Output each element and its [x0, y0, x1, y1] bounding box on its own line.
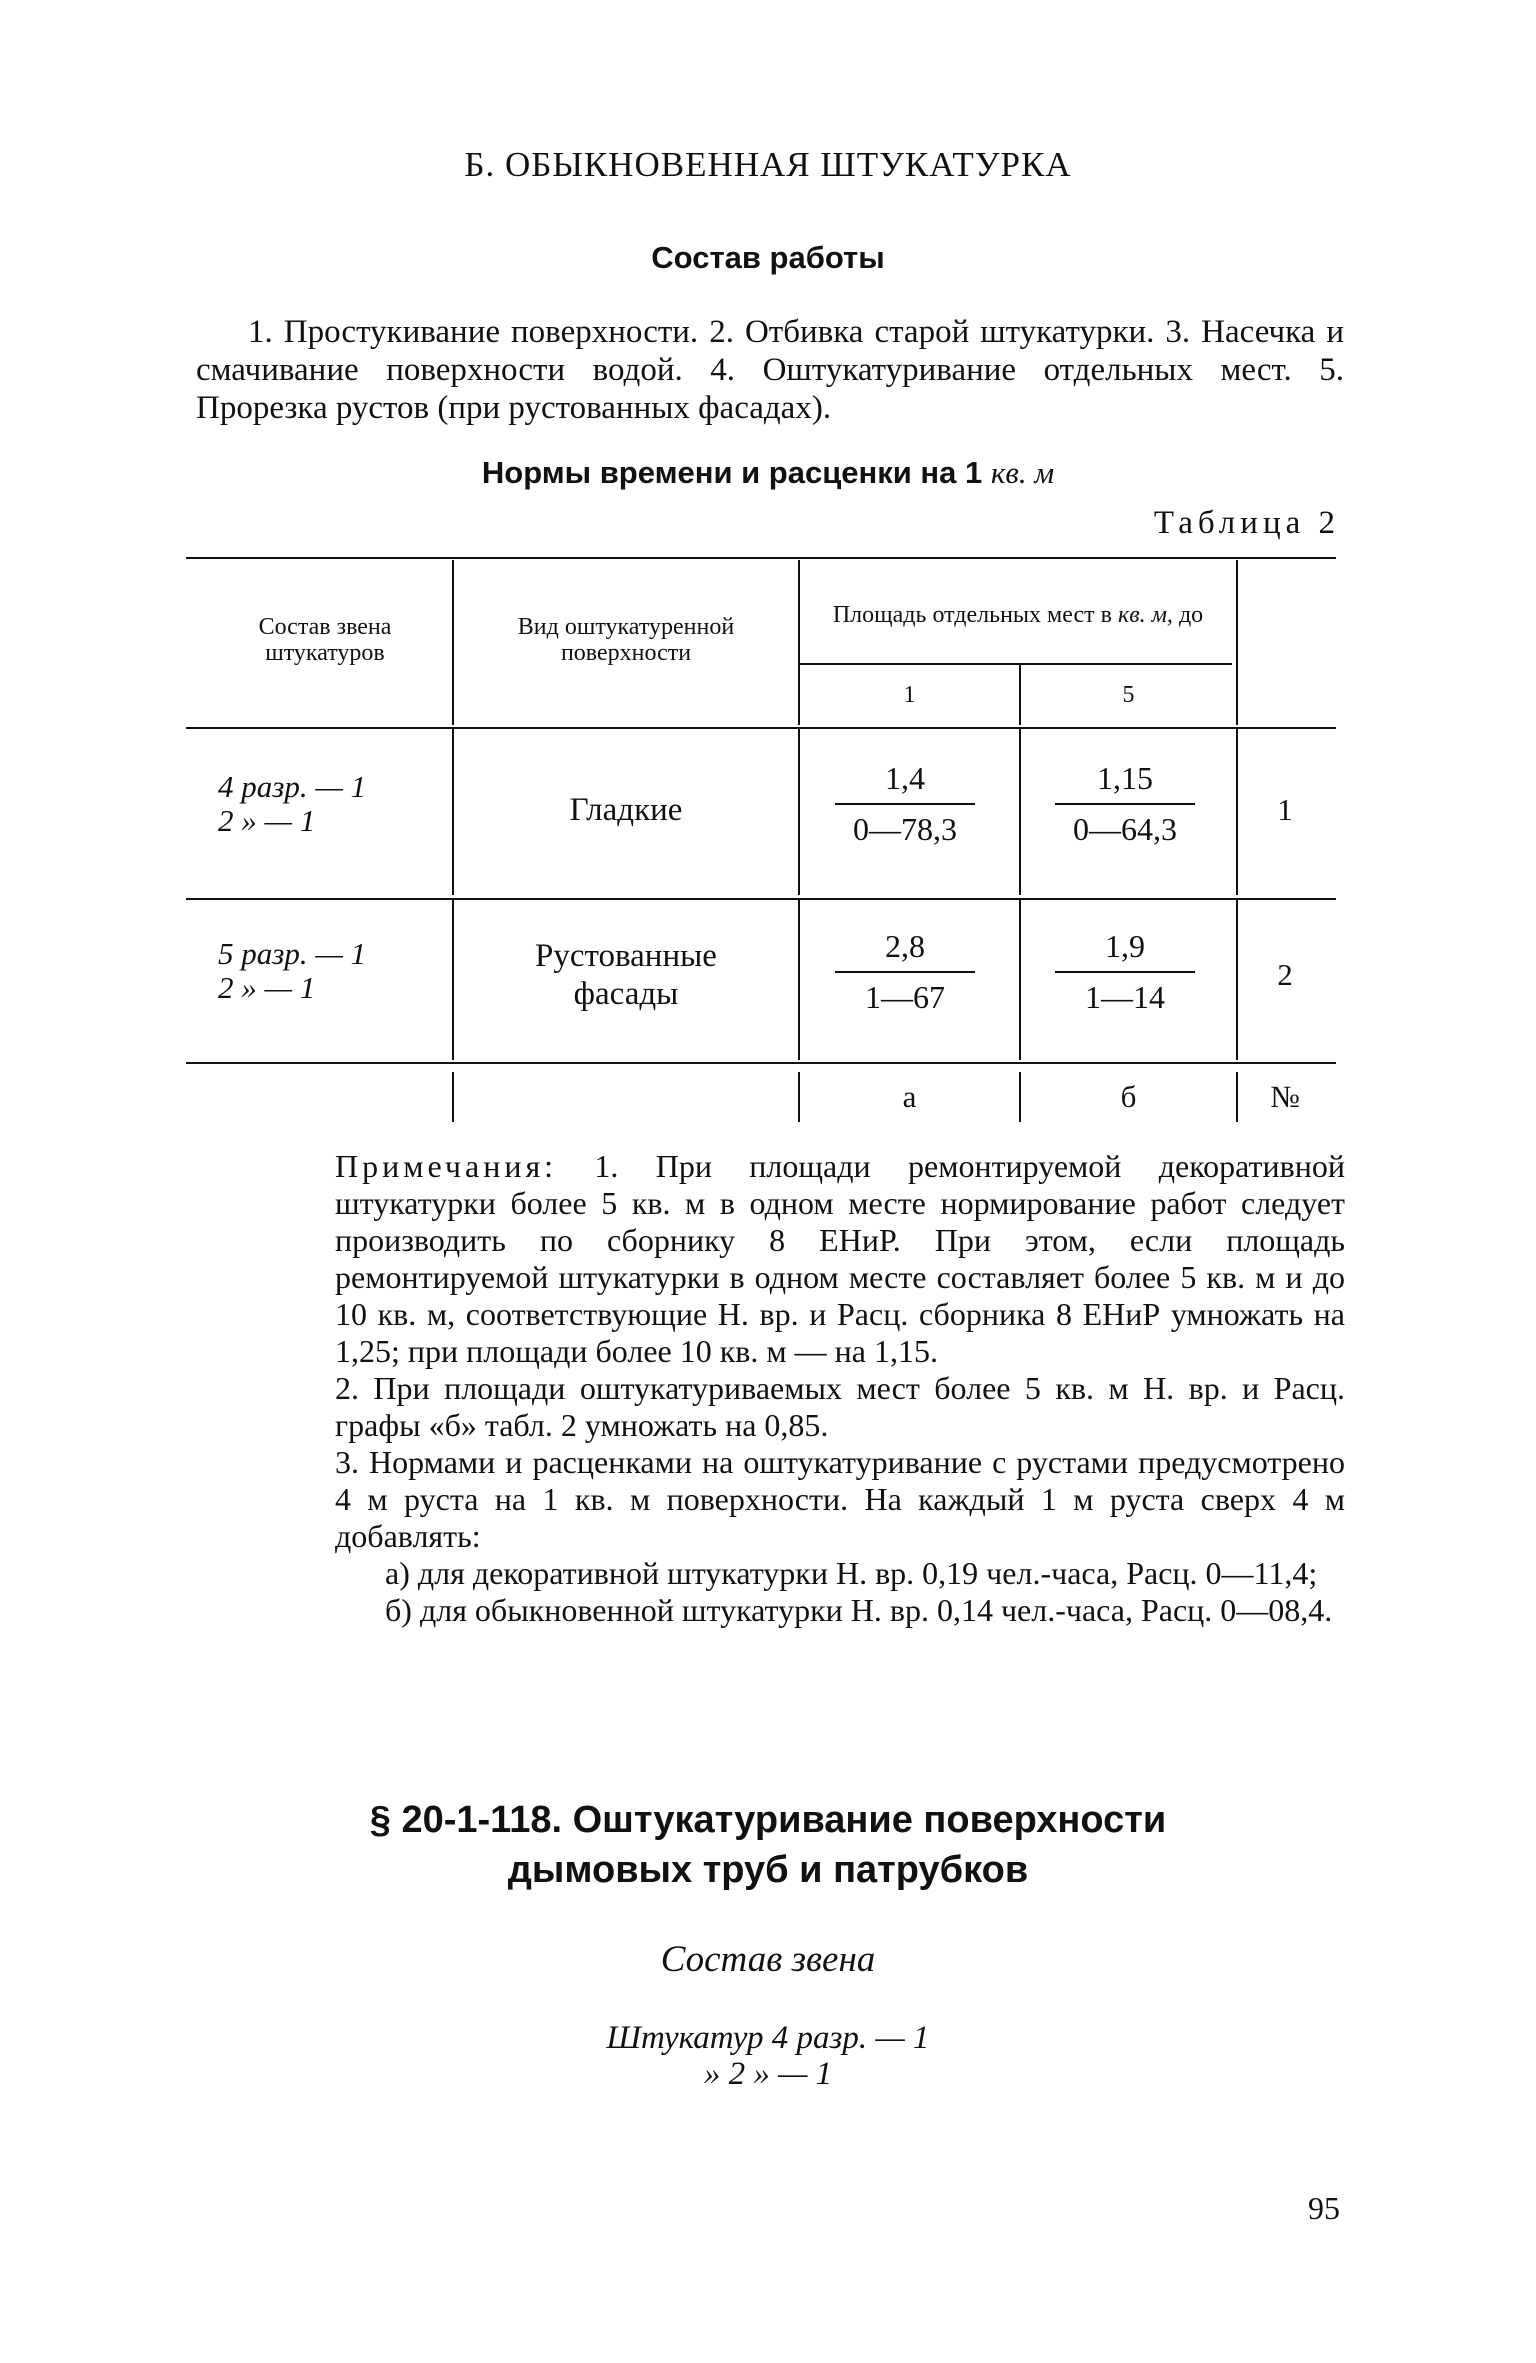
footer-col-no: № — [1270, 1079, 1300, 1114]
row1-bottom-rule — [186, 898, 1336, 900]
col-rule-2-footer — [798, 1072, 800, 1122]
page-number: 95 — [1308, 2190, 1340, 2226]
col-rule-4-row1 — [1236, 729, 1238, 895]
row1-surface: Гладкие — [569, 792, 683, 828]
table-top-rule — [186, 557, 1336, 559]
row2-number: 2 — [1277, 957, 1293, 992]
norms-heading: Нормы времени и расценки на 1 кв. м — [481, 455, 1055, 490]
col-rule-4-header — [1236, 560, 1238, 725]
header-surface: Вид оштукатуренной поверхности — [517, 614, 735, 666]
note-3: 3. Нормами и расценками на оштукатуривание с рустами предусмотрено 4 м руста на 1 кв. м поверхности. На каждый 1 м руста сверх 4 м добавлять: — [335, 1444, 1345, 1554]
col-rule-1-footer — [452, 1072, 454, 1122]
header-bottom-rule — [186, 727, 1336, 729]
note-3b: б) для обыкновенной штукатурки Н. вр. 0,14 чел.-часа, Расц. 0—08,4. — [385, 1592, 1333, 1628]
col-rule-3-row2 — [1019, 900, 1021, 1060]
row2-surface: Рустованные фасады — [535, 938, 717, 1012]
col-rule-4-row2 — [1236, 900, 1238, 1060]
row1-col-a-value: 1,4 0—78,3 — [835, 760, 975, 848]
crew-list: Штукатур 4 разр. — 1 » 2 » — 1 — [606, 2020, 930, 2092]
col-rule-3-row1 — [1019, 729, 1021, 895]
crew-heading: Состав звена — [660, 1939, 876, 1980]
col-rule-1-header — [452, 560, 454, 725]
header-col-1: 1 — [903, 681, 916, 708]
row1-crew: 4 разр. — 1 2 » — 1 — [218, 769, 367, 838]
col-rule-2-header — [798, 560, 800, 725]
row2-crew: 5 разр. — 1 2 » — 1 — [218, 936, 367, 1005]
col-rule-2-row1 — [798, 729, 800, 895]
col-rule-2-row2 — [798, 900, 800, 1060]
footer-col-a: а — [902, 1079, 917, 1114]
col-rule-1-row2 — [452, 900, 454, 1060]
note-1: 1. При площади ремонтируемой декоративной штукатурки более 5 кв. м в одном месте нормирование работ следует производить по сборнику 8 ЕНиР. При этом, если площадь ремонтируемой штукатурки в одном месте составляет более 5 кв. м и до 10 кв. м, соответствующие Н. вр. и Расц. сборника 8 ЕНиР умножать на 1,25; при площади более 10 кв. м — на 1,15. — [335, 1148, 1346, 1369]
notes — [245, 1148, 1345, 1629]
area-header-rule — [800, 663, 1232, 665]
row1-number: 1 — [1277, 792, 1293, 827]
note-2: 2. При площади оштукатуриваемых мест более 5 кв. м Н. вр. и Расц. графы «б» табл. 2 умножать на 0,85. — [335, 1370, 1345, 1443]
col-rule-4-footer — [1236, 1072, 1238, 1122]
notes-label: Примечания: — [335, 1148, 558, 1184]
footer-col-b: б — [1120, 1079, 1137, 1114]
header-crew: Состав звена штукатуров — [258, 614, 392, 666]
paragraph-title: § 20-1-118. Оштукатуривание поверхности дымовых труб и патрубков — [369, 1799, 1167, 1891]
col-rule-1-row1 — [452, 729, 454, 895]
col-rule-3-header — [1019, 665, 1021, 725]
col-rule-3-footer — [1019, 1072, 1021, 1122]
header-col-5: 5 — [1122, 681, 1135, 708]
work-description: 1. Простукивание поверхности. 2. Отбивка старой штукатурки. 3. Насечка и смачивание поверхности водой. 4. Оштукатуривание отдельных мест. 5. Прорезка рустов (при рустованных фасадах). — [196, 314, 1344, 426]
header-area: Площадь отдельных мест в кв. м, до — [832, 602, 1204, 628]
row2-col-a-value: 2,8 1—67 — [835, 928, 975, 1016]
row2-col-b-value: 1,9 1—14 — [1055, 928, 1195, 1016]
section-title: Б. ОБЫКНОВЕННАЯ ШТУКАТУРКА — [464, 145, 1072, 184]
table-label: Таблица 2 — [1153, 505, 1340, 541]
note-3a: а) для декоративной штукатурки Н. вр. 0,19 чел.-часа, Расц. 0—11,4; — [385, 1555, 1318, 1591]
row1-col-b-value: 1,15 0—64,3 — [1055, 760, 1195, 848]
work-heading: Состав работы — [651, 240, 885, 275]
row2-bottom-rule — [186, 1062, 1336, 1064]
